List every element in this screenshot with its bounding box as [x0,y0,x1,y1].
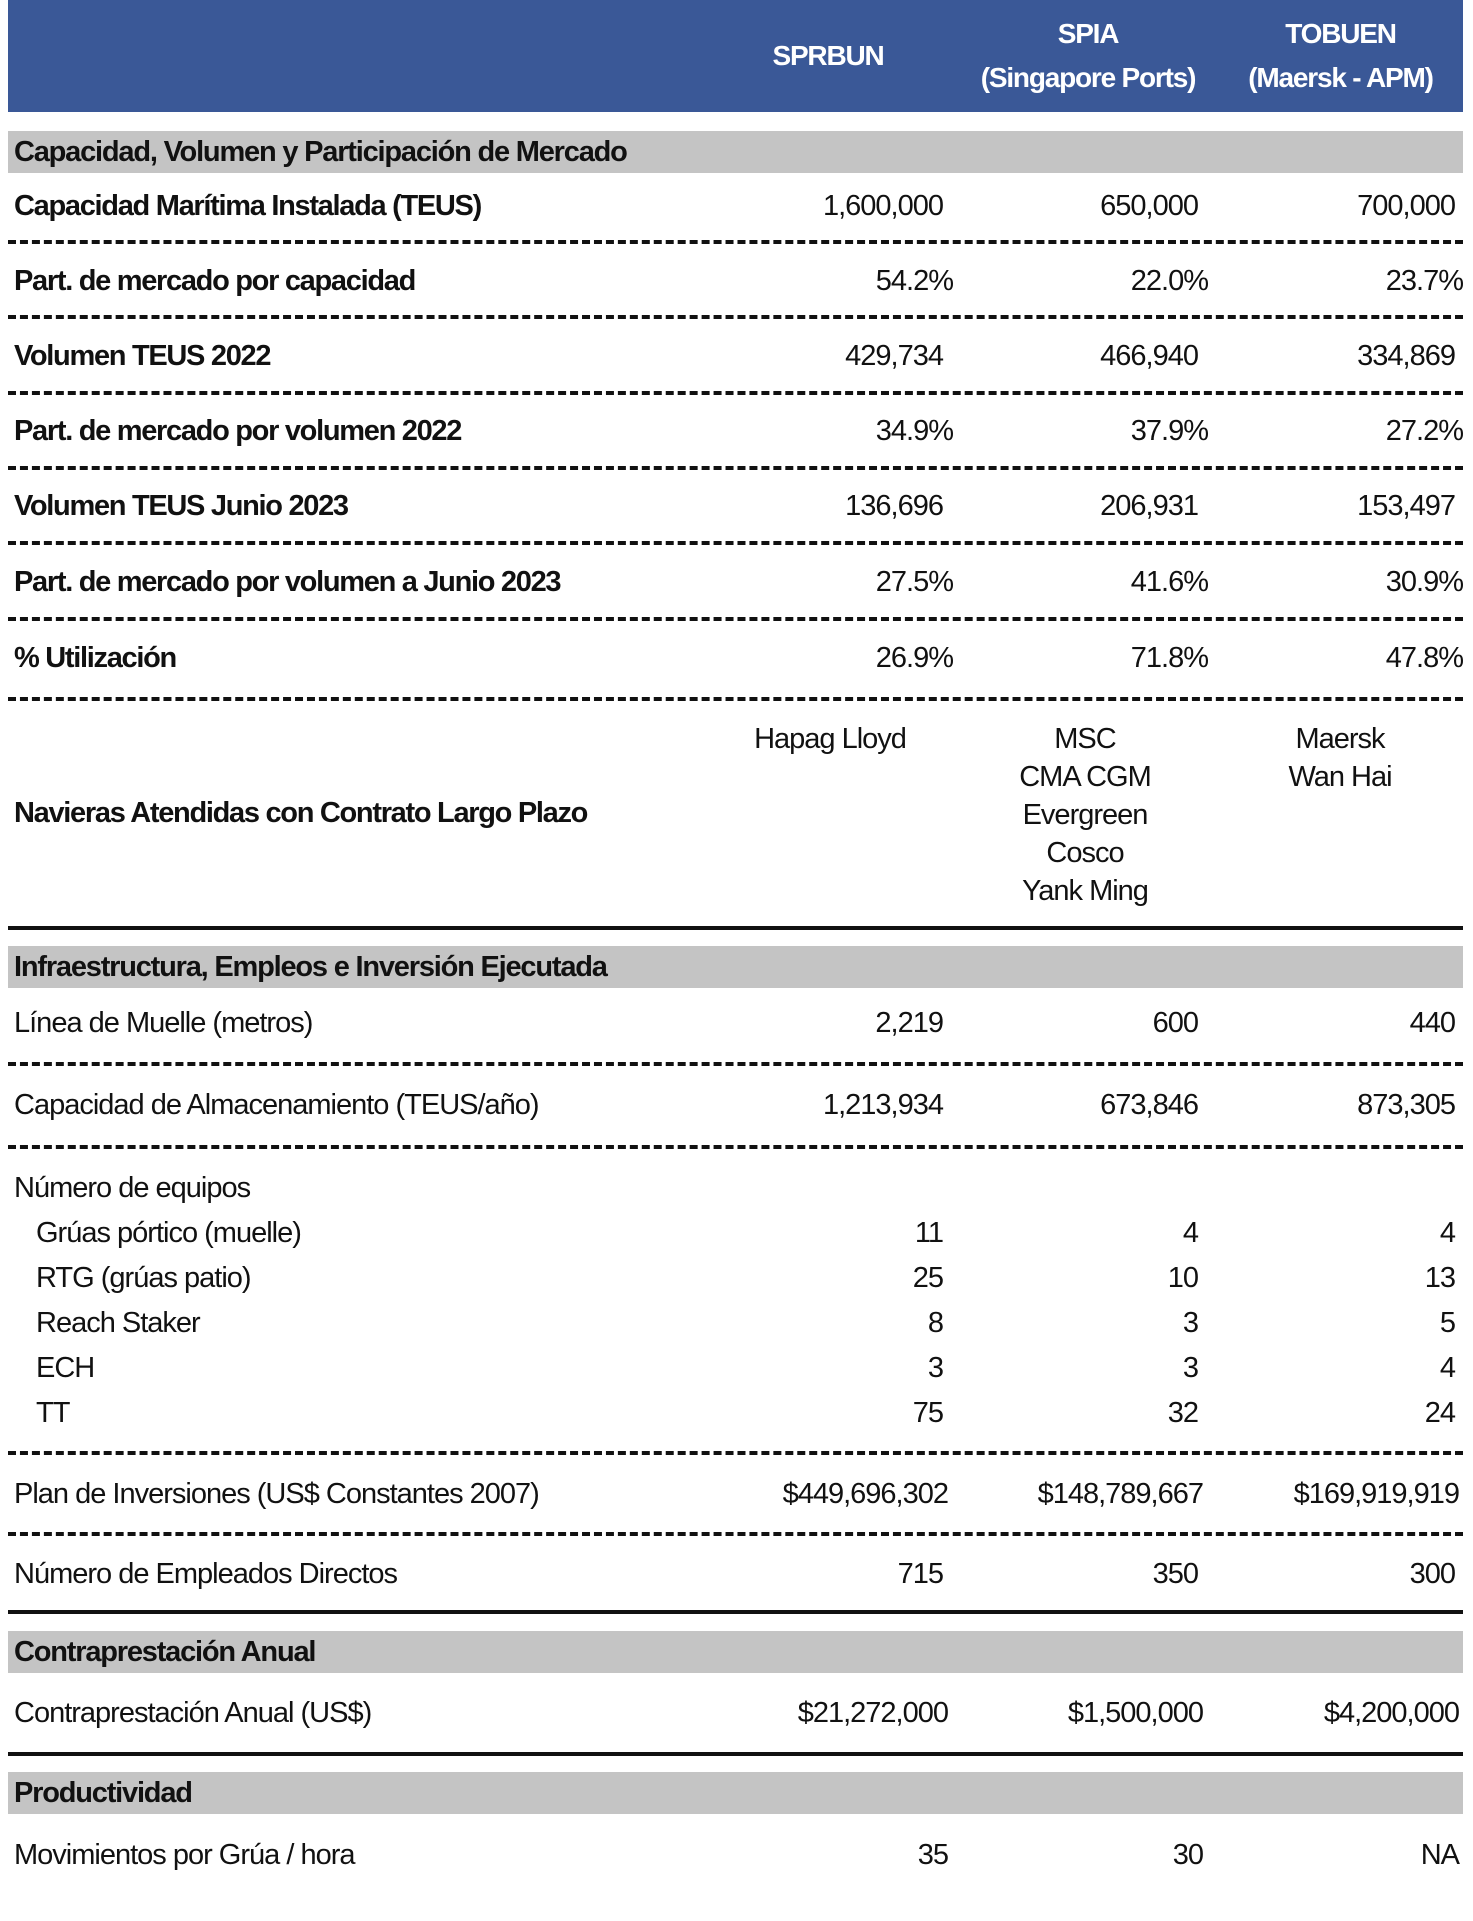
cell-sprbun: 11 [914,1217,943,1249]
row-divider [8,1451,1463,1455]
cell-sprbun: 75 [912,1397,943,1429]
row-label: Capacidad Marítima Instalada (TEUS) [14,190,481,222]
cell-tobuen: 4 [1439,1217,1455,1249]
row-label: Movimientos por Grúa / hora [14,1839,355,1871]
cell-tobuen: 873,305 [1357,1089,1455,1121]
navieras-sprbun-list [720,720,940,758]
row-label: Número de Empleados Directos [14,1558,398,1590]
naviera-item: Evergreen [1022,799,1148,831]
row-label: Plan de Inversiones (US$ Constantes 2007) [14,1478,539,1510]
cell-sprbun: $449,696,302 [782,1478,948,1510]
navieras-tobuen-list [1230,720,1450,796]
row-label: TT [36,1397,70,1429]
cell-spia: 650,000 [1100,190,1198,222]
row-label: Reach Staker [36,1307,200,1339]
cell-spia: 466,940 [1100,340,1198,372]
cell-tobuen: 4 [1439,1352,1455,1384]
cell-spia: 10 [1167,1262,1198,1294]
cell-sprbun: 429,734 [845,340,943,372]
row-divider [8,1062,1463,1066]
cell-sprbun: 1,213,934 [822,1089,943,1121]
cell-tobuen: 47.8% [1385,642,1463,674]
cell-spia: 206,931 [1100,490,1198,522]
section-productividad-title: Productividad [14,1777,192,1809]
navieras-spia-list [975,720,1195,910]
header-col-tobuen-line2: (Maersk - APM) [1248,62,1433,93]
row-divider [8,240,1463,244]
cell-tobuen: 27.2% [1385,415,1463,447]
cell-tobuen: 153,497 [1357,490,1455,522]
cell-spia: 30 [1172,1839,1203,1871]
cell-sprbun: 136,696 [845,490,943,522]
section-contraprestacion [8,1631,1463,1673]
cell-tobuen: NA [1420,1839,1459,1871]
cell-sprbun: 715 [897,1558,943,1590]
cell-sprbun: 34.9% [875,415,953,447]
row-label: Grúas pórtico (muelle) [36,1217,301,1249]
section-divider [8,926,1463,930]
row-label: Número de equipos [14,1172,251,1204]
cell-spia: $148,789,667 [1037,1478,1203,1510]
cell-sprbun: 27.5% [875,566,953,598]
header-col-sprbun [708,0,948,112]
cell-sprbun: 54.2% [875,265,953,297]
section-divider [8,1610,1463,1614]
header-col-tobuen [1218,0,1463,112]
cell-sprbun: 25 [912,1262,943,1294]
naviera-item: MSC [1054,723,1116,755]
section-divider [8,1752,1463,1756]
row-label: Volumen TEUS Junio 2023 [14,490,348,522]
cell-spia: 4 [1182,1217,1198,1249]
row-divider [8,617,1463,621]
row-divider [8,391,1463,395]
row-label: Part. de mercado por capacidad [14,265,415,297]
cell-sprbun: 1,600,000 [822,190,943,222]
row-divider [8,1145,1463,1149]
cell-tobuen: 24 [1424,1397,1455,1429]
section-capacidad [8,131,1463,173]
row-divider [8,466,1463,470]
naviera-item: Yank Ming [1022,875,1148,907]
section-capacidad-title: Capacidad, Volumen y Participación de Mercado [14,136,627,168]
cell-sprbun: 26.9% [875,642,953,674]
naviera-item: Cosco [1046,837,1124,869]
cell-tobuen: 440 [1409,1007,1455,1039]
naviera-item: CMA CGM [1019,761,1151,793]
cell-tobuen: 5 [1439,1307,1455,1339]
cell-tobuen: 30.9% [1385,566,1463,598]
cell-tobuen: 23.7% [1385,265,1463,297]
cell-sprbun: $21,272,000 [797,1697,948,1729]
header-col-spia-line2: (Singapore Ports) [980,62,1196,93]
cell-tobuen: $4,200,000 [1323,1697,1459,1729]
cell-tobuen: 300 [1409,1558,1455,1590]
cell-sprbun: 3 [927,1352,943,1384]
cell-tobuen: $169,919,919 [1293,1478,1459,1510]
cell-spia: 37.9% [1130,415,1208,447]
row-label: Línea de Muelle (metros) [14,1007,313,1039]
cell-tobuen: 700,000 [1357,190,1455,222]
cell-spia: 71.8% [1130,642,1208,674]
row-divider [8,541,1463,545]
row-divider [8,315,1463,319]
cell-sprbun: 8 [927,1307,943,1339]
cell-tobuen: 334,869 [1357,340,1455,372]
section-infraestructura [8,946,1463,988]
section-infraestructura-title: Infraestructura, Empleos e Inversión Ejecutada [14,951,607,983]
section-productividad [8,1772,1463,1814]
row-divider [8,1532,1463,1536]
cell-tobuen: 13 [1424,1262,1455,1294]
row-label: Contraprestación Anual (US$) [14,1697,372,1729]
row-divider [8,697,1463,701]
row-label: % Utilización [14,642,176,674]
cell-spia: 673,846 [1100,1089,1198,1121]
row-label: Part. de mercado por volumen 2022 [14,415,462,447]
header-col-spia-line1: SPIA [1057,18,1119,49]
cell-spia: 41.6% [1130,566,1208,598]
cell-spia: 350 [1152,1558,1198,1590]
naviera-item: Maersk [1295,723,1385,755]
cell-sprbun: 35 [917,1839,948,1871]
table-header [8,0,1463,112]
cell-spia: 32 [1167,1397,1198,1429]
row-label: Capacidad de Almacenamiento (TEUS/año) [14,1089,539,1121]
cell-sprbun: 2,219 [875,1007,943,1039]
header-col-spia [958,0,1218,112]
header-col-sprbun-line1: SPRBUN [772,40,884,71]
cell-spia: $1,500,000 [1067,1697,1203,1729]
cell-spia: 600 [1152,1007,1198,1039]
header-col-tobuen-line1: TOBUEN [1285,18,1396,49]
section-contraprestacion-title: Contraprestación Anual [14,1636,316,1668]
row-label: RTG (grúas patio) [36,1262,251,1294]
row-label: ECH [36,1352,95,1384]
row-label: Navieras Atendidas con Contrato Largo Plazo [14,797,588,829]
cell-spia: 3 [1182,1307,1198,1339]
naviera-item: Wan Hai [1288,761,1392,793]
cell-spia: 22.0% [1130,265,1208,297]
row-label: Volumen TEUS 2022 [14,340,271,372]
naviera-item: Hapag Lloyd [754,723,906,755]
cell-spia: 3 [1182,1352,1198,1384]
row-label: Part. de mercado por volumen a Junio 2023 [14,566,561,598]
